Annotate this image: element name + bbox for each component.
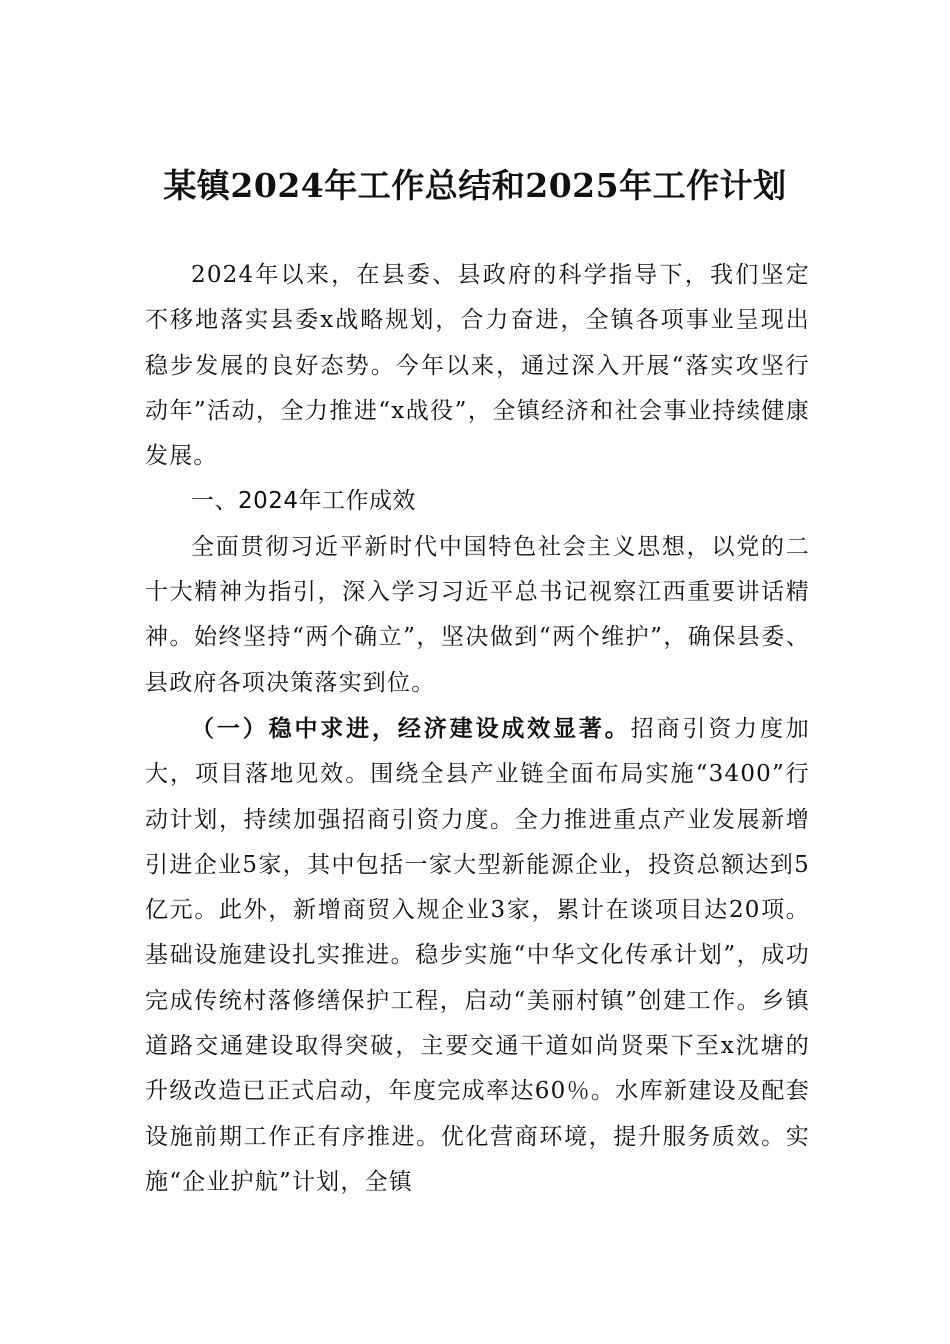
document-title: 某镇2024年工作总结和2025年工作计划 (163, 166, 787, 205)
document-body (145, 253, 810, 1205)
intro-paragraph: 2024年以来，在县委、县政府的科学指导下，我们坚定不移地落实县委x战略规划，合力奋进，全镇各项事业呈现出稳步发展的良好态势。今年以来，通过深入开展“落实攻坚行动年”活动，全力推进“x战役”，全镇经济和社会事业持续健康发展。 (145, 262, 810, 470)
subsection-lead: （一）稳中求进，经济建设成效显著。 (191, 714, 631, 742)
section-heading: 一、2024年工作成效 (191, 488, 417, 515)
subsection-paragraph (145, 706, 810, 1205)
section-paragraph: 全面贯彻习近平新时代中国特色社会主义思想，以党的二十大精神为指引，深入学习习近平总书记视察江西重要讲话精神。始终坚持“两个确立”，坚决做到“两个维护”，确保县委、县政府各项决策落实到位。 (145, 533, 810, 696)
subsection-body: 招商引资力度加大，项目落地见效。围绕全县产业链全面布局实施“3400”行动计划，持续加强招商引资力度。全力推进重点产业发展新增引进企业5家，其中包括一家大型新能源企业，投资总额达到5亿元。此外，新增商贸入规企业3家，累计在谈项目达20项。基础设施建设扎实推进。稳步实施“中华文化传承计划”，成功完成传统村落修缮保护工程，启动“美丽村镇”创建工作。乡镇道路交通建设取得突破，主要交通干道如尚贤栗下至x沈塘的升级改造已正式启动，年度完成率达60％。水库新建设及配套设施前期工作正有序推进。优化营商环境，提升服务质效。实施“企业护航”计划，全镇 (145, 715, 811, 1195)
